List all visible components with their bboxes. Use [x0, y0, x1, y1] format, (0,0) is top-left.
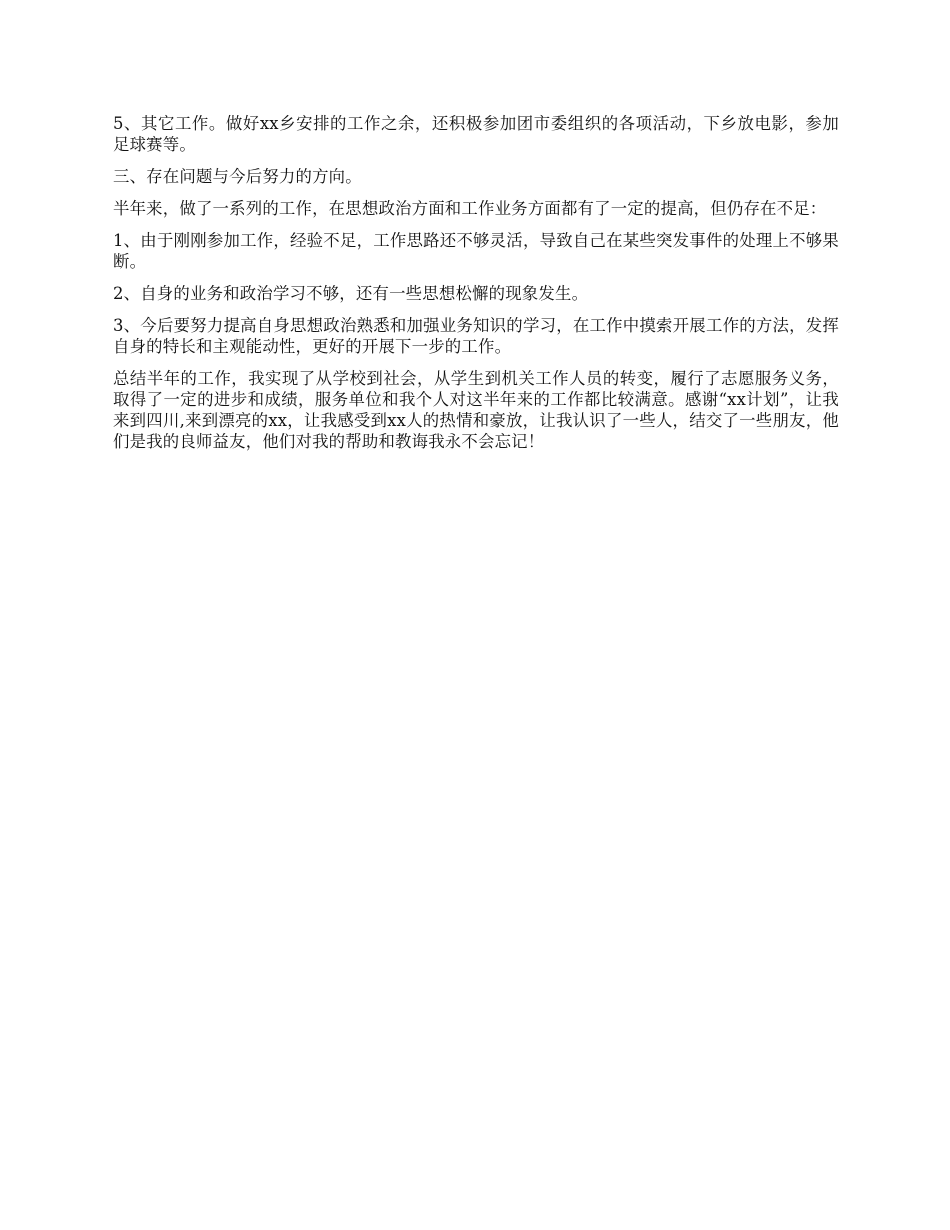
- paragraph-point-2: 2、自身的业务和政治学习不够，还有一些思想松懈的现象发生。: [113, 284, 589, 303]
- paragraph-conclusion: 总结半年的工作，我实现了从学校到社会，从学生到机关工作人员的转变，履行了志愿服务义务，取得了一定的进步和成绩，服务单位和我个人对这半年来的工作都比较满意。感谢“xx计划”，让我来到四川,来到漂亮的xx，让我感受到xx人的热情和豪放，让我认识了一些人，结交了一些朋友，他们是我的良师益友，他们对我的帮助和教诲我永不会忘记！: [113, 369, 839, 451]
- paragraph-point-3: 3、今后要努力提高自身思想政治熟悉和加强业务知识的学习，在工作中摸索开展工作的方法，发挥自身的特长和主观能动性，更好的开展下一步的工作。: [113, 316, 839, 356]
- paragraph-half-year-summary: 半年来，做了一系列的工作，在思想政治方面和工作业务方面都有了一定的提高，但仍存在不足：: [113, 199, 827, 218]
- paragraph-point-1: 1、由于刚刚参加工作，经验不足，工作思路还不够灵活，导致自己在某些突发事件的处理上不够果断。: [113, 231, 839, 271]
- section-heading-problems: 三、存在问题与今后努力的方向。: [113, 167, 362, 186]
- paragraph-other-work: 5、其它工作。做好xx乡安排的工作之余，还积极参加团市委组织的各项活动，下乡放电影，参加足球赛等。: [113, 114, 839, 154]
- document-body: [113, 113, 839, 463]
